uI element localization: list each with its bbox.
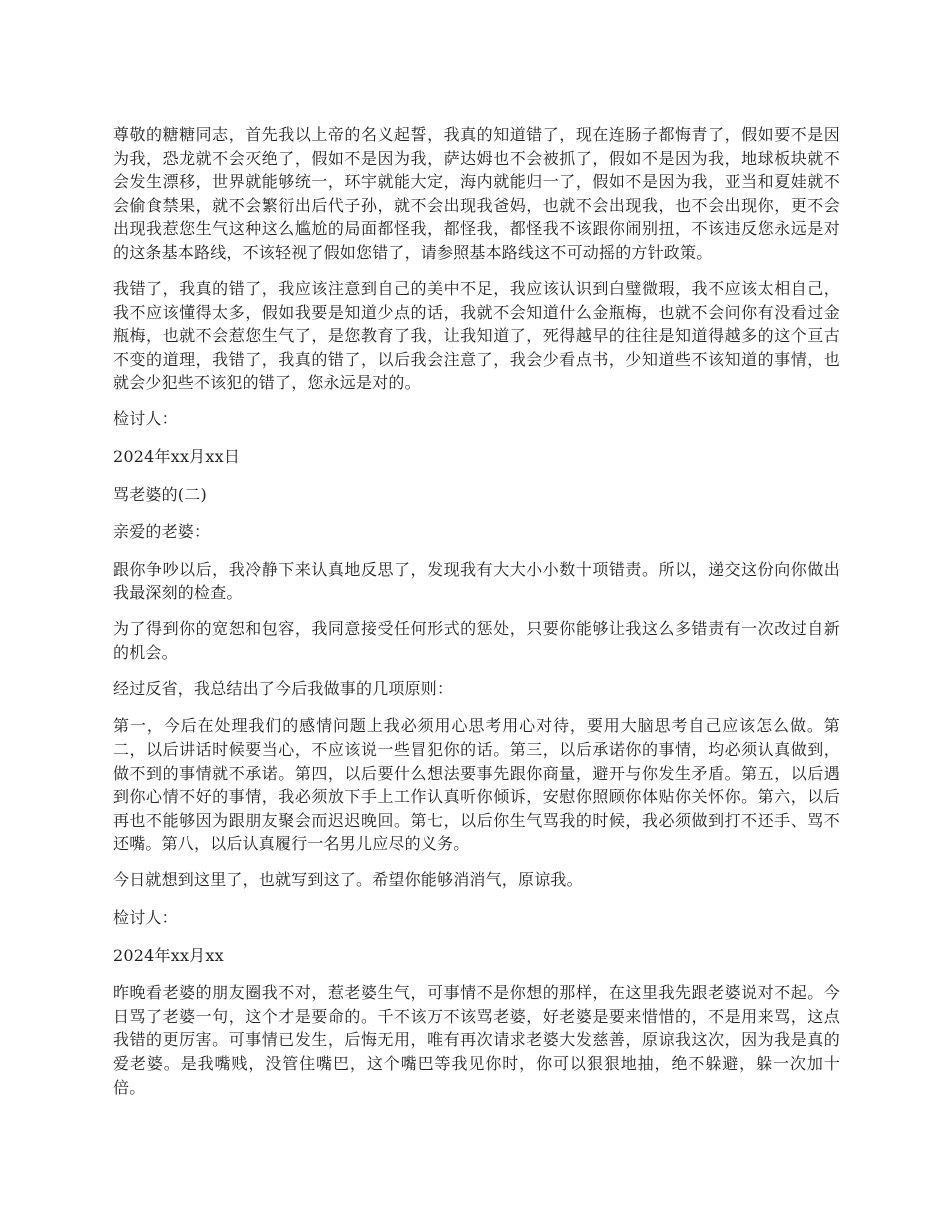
salutation: 亲爱的老婆： (113, 522, 211, 542)
paragraph-principles: 第一，今后在处理我们的感情问题上我必须用心思考用心对待，要用大脑思考自己应该怎么做。第二，以后讲话时候要当心，不应该说一些冒犯你的话。第三，以后承诺你的事情，均必须认真做到，做不到的事情就不承诺。第四，以后要什么想法要事先跟你商量，避开与你发生矛盾。第五，以后遇到你心情不好的事情，我必须放下手上工作认真听你倾诉，安慰你照顾你体贴你关怀你。第六，以后再也不能够因为跟朋友聚会而迟迟晚回。第七，以后你生气骂我的时候，我必须做到打不还手、骂不还嘴。第八，以后认真履行一名男儿应尽的义务。 (113, 716, 840, 854)
principles-intro: 经过反省，我总结出了今后我做事的几项原则： (113, 678, 454, 698)
paragraph-oath: 尊敬的糖糖同志，首先我以上帝的名义起誓，我真的知道错了，现在连肠子都悔青了，假如要不是因为我，恐龙就不会灭绝了，假如不是因为我，萨达姆也不会被抓了，假如不是因为我，地球板块就不会发生漂移，世界就能够统一，环宇就能大定，海内就能归一了，假如不是因为我，亚当和夏娃就不会偷食禁果，就不会繁衍出后代子孙，就不会出现我爸妈，也就不会出现我，也不会出现你，更不会出现我惹您生气这种这么尴尬的局面都怪我，都怪我，都怪我不该跟你闹别扭，不该违反您永远是对的这条基本路线，不该轻视了假如您错了，请参照基本路线这不可动摇的方针政策。 (113, 125, 840, 262)
paragraph-closing: 今日就想到这里了，也就写到这了。希望你能够消消气，原谅我。 (113, 870, 583, 890)
paragraph-final: 昨晚看老婆的朋友圈我不对，惹老婆生气，可事情不是你想的那样，在这里我先跟老婆说对不起。今日骂了老婆一句，这个才是要命的。千不该万不该骂老婆，好老婆是要来惜惜的，不是用来骂，这点我错的更厉害。可事情已发生，后悔无用，唯有再次请求老婆大发慈善，原谅我这次，因为我是真的爱老婆。是我嘴贱，没管住嘴巴，这个嘴巴等我见你时，你可以狠狠地抽，绝不躲避，躲一次加十倍。 (113, 983, 840, 1097)
paragraph-apology: 我错了，我真的错了，我应该注意到自己的美中不足，我应该认识到白璧微瑕，我不应该太相自己，我不应该懂得太多，假如我要是知道少点的话，我就不会知道什么金瓶梅，也就不会问你有没看过金瓶梅，也就不会惹您生气了，是您教育了我，让我知道了，死得越早的往往是知道得越多的这个亘古不变的道理，我错了，我真的错了，以后我会注意了，我会少看点书，少知道些不该知道的事情，也就会少犯些不该犯的错了，您永远是对的。 (113, 278, 840, 393)
signature-label-2: 检讨人： (113, 907, 178, 927)
paragraph-forgiveness: 为了得到你的宽恕和包容，我同意接受任何形式的惩处，只要你能够让我这么多错责有一次改过自新的机会。 (113, 619, 840, 662)
signature-label: 检讨人： (113, 409, 178, 429)
date-line: 2024年xx月xx日 (113, 446, 241, 466)
paragraph-reflection: 跟你争吵以后，我冷静下来认真地反思了，发现我有大大小小数十项错责。所以，递交这份向你做出我最深刻的检查。 (113, 559, 840, 603)
document-body (113, 123, 840, 1112)
date-line-2: 2024年xx月xx (113, 945, 224, 965)
section-heading: 骂老婆的(二) (113, 484, 207, 504)
